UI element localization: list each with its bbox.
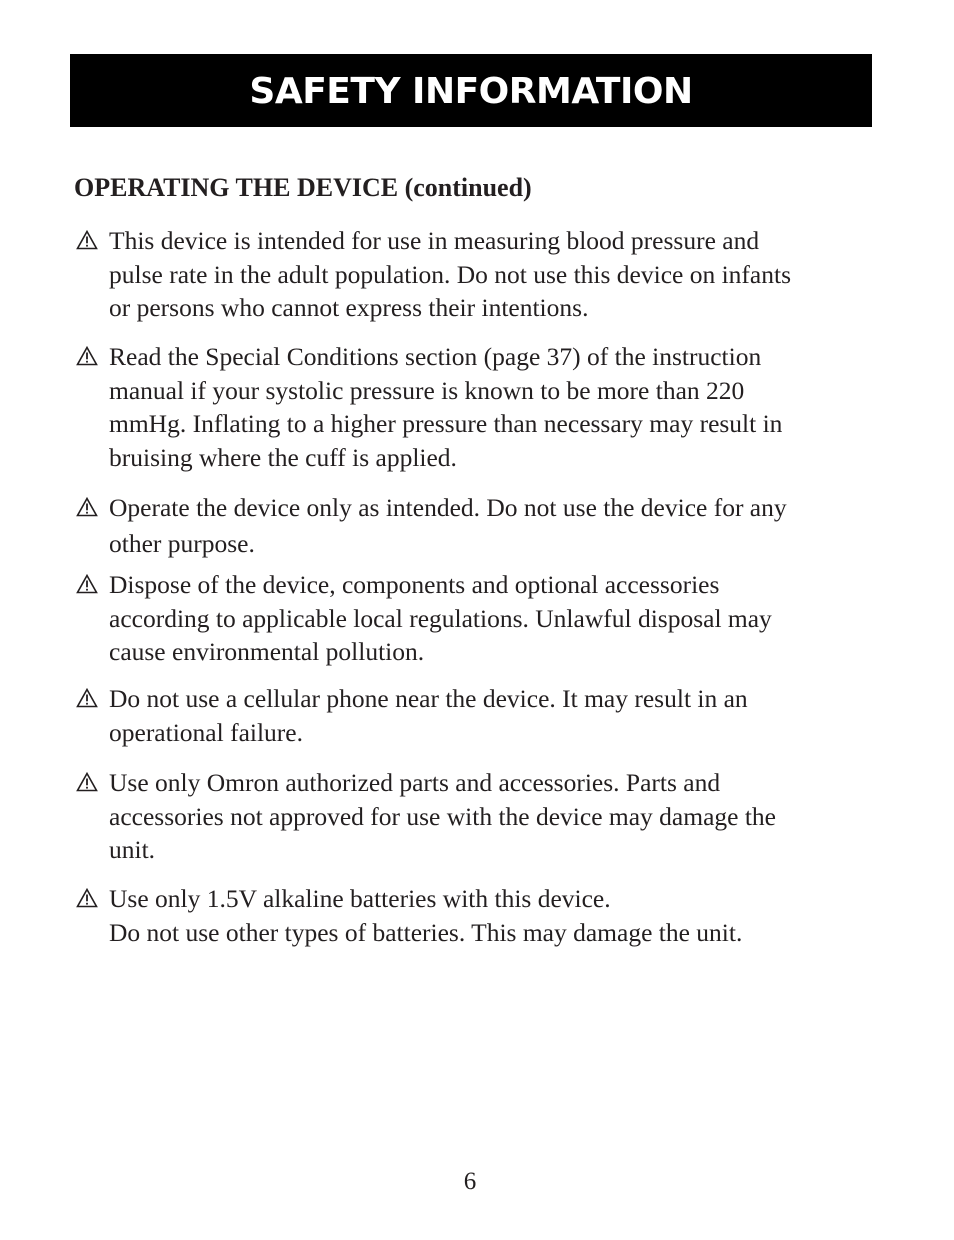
warning-item	[76, 340, 856, 474]
warning-text	[109, 340, 782, 474]
warning-line: Do not use a cellular phone near the device. It may result in an	[109, 684, 748, 713]
warning-line: pulse rate in the adult population. Do not use this device on infants	[109, 259, 791, 289]
warning-item	[76, 491, 856, 560]
warning-text	[109, 224, 791, 325]
warning-item	[76, 766, 856, 867]
warning-line: accessories not approved for use with the device may damage the	[109, 801, 776, 831]
warning-line: according to applicable local regulations. Unlawful disposal may	[109, 603, 772, 633]
warning-item	[76, 682, 856, 749]
warning-item	[76, 224, 856, 325]
warning-line: Dispose of the device, components and optional accessories	[109, 570, 720, 599]
warning-item	[76, 882, 856, 949]
warning-triangle-icon	[76, 568, 109, 596]
warning-line: Do not use other types of batteries. This may damage the unit.	[109, 917, 743, 947]
warning-triangle-icon	[76, 882, 109, 910]
warning-line: other purpose.	[109, 528, 255, 558]
section-heading: OPERATING THE DEVICE (continued)	[74, 173, 532, 202]
warning-triangle-icon	[76, 224, 109, 252]
warning-triangle-icon	[76, 491, 109, 519]
warning-text	[109, 682, 748, 749]
page-title: SAFETY INFORMATION	[249, 71, 693, 112]
warning-line: Use only Omron authorized parts and accessories. Parts and	[109, 768, 721, 797]
warning-text	[109, 568, 772, 669]
warning-line: cause environmental pollution.	[109, 637, 425, 666]
warning-triangle-icon	[76, 682, 109, 710]
warning-line: manual if your systolic pressure is known to be more than 220	[109, 375, 745, 405]
warning-line: unit.	[109, 835, 156, 864]
warning-text	[109, 766, 776, 867]
warning-text	[109, 491, 787, 560]
warning-text	[109, 882, 742, 949]
page-number: 6	[463, 1168, 477, 1195]
warning-triangle-icon	[76, 766, 109, 794]
warning-line: This device is intended for use in measuring blood pressure and	[109, 226, 760, 255]
warning-line: operational failure.	[109, 717, 303, 747]
warning-line: Read the Special Conditions section (page 37) of the instruction	[109, 342, 762, 371]
header-bar	[70, 54, 872, 127]
warning-line: Use only 1.5V alkaline batteries with this device.	[109, 884, 611, 913]
warning-line: bruising where the cuff is applied.	[109, 442, 457, 472]
warning-line: or persons who cannot express their intentions.	[109, 293, 589, 322]
warning-item	[76, 568, 856, 669]
warning-triangle-icon	[76, 340, 109, 368]
warning-line: mmHg. Inflating to a higher pressure than necessary may result in	[109, 409, 783, 438]
warning-line: Operate the device only as intended. Do not use the device for any	[109, 493, 787, 522]
